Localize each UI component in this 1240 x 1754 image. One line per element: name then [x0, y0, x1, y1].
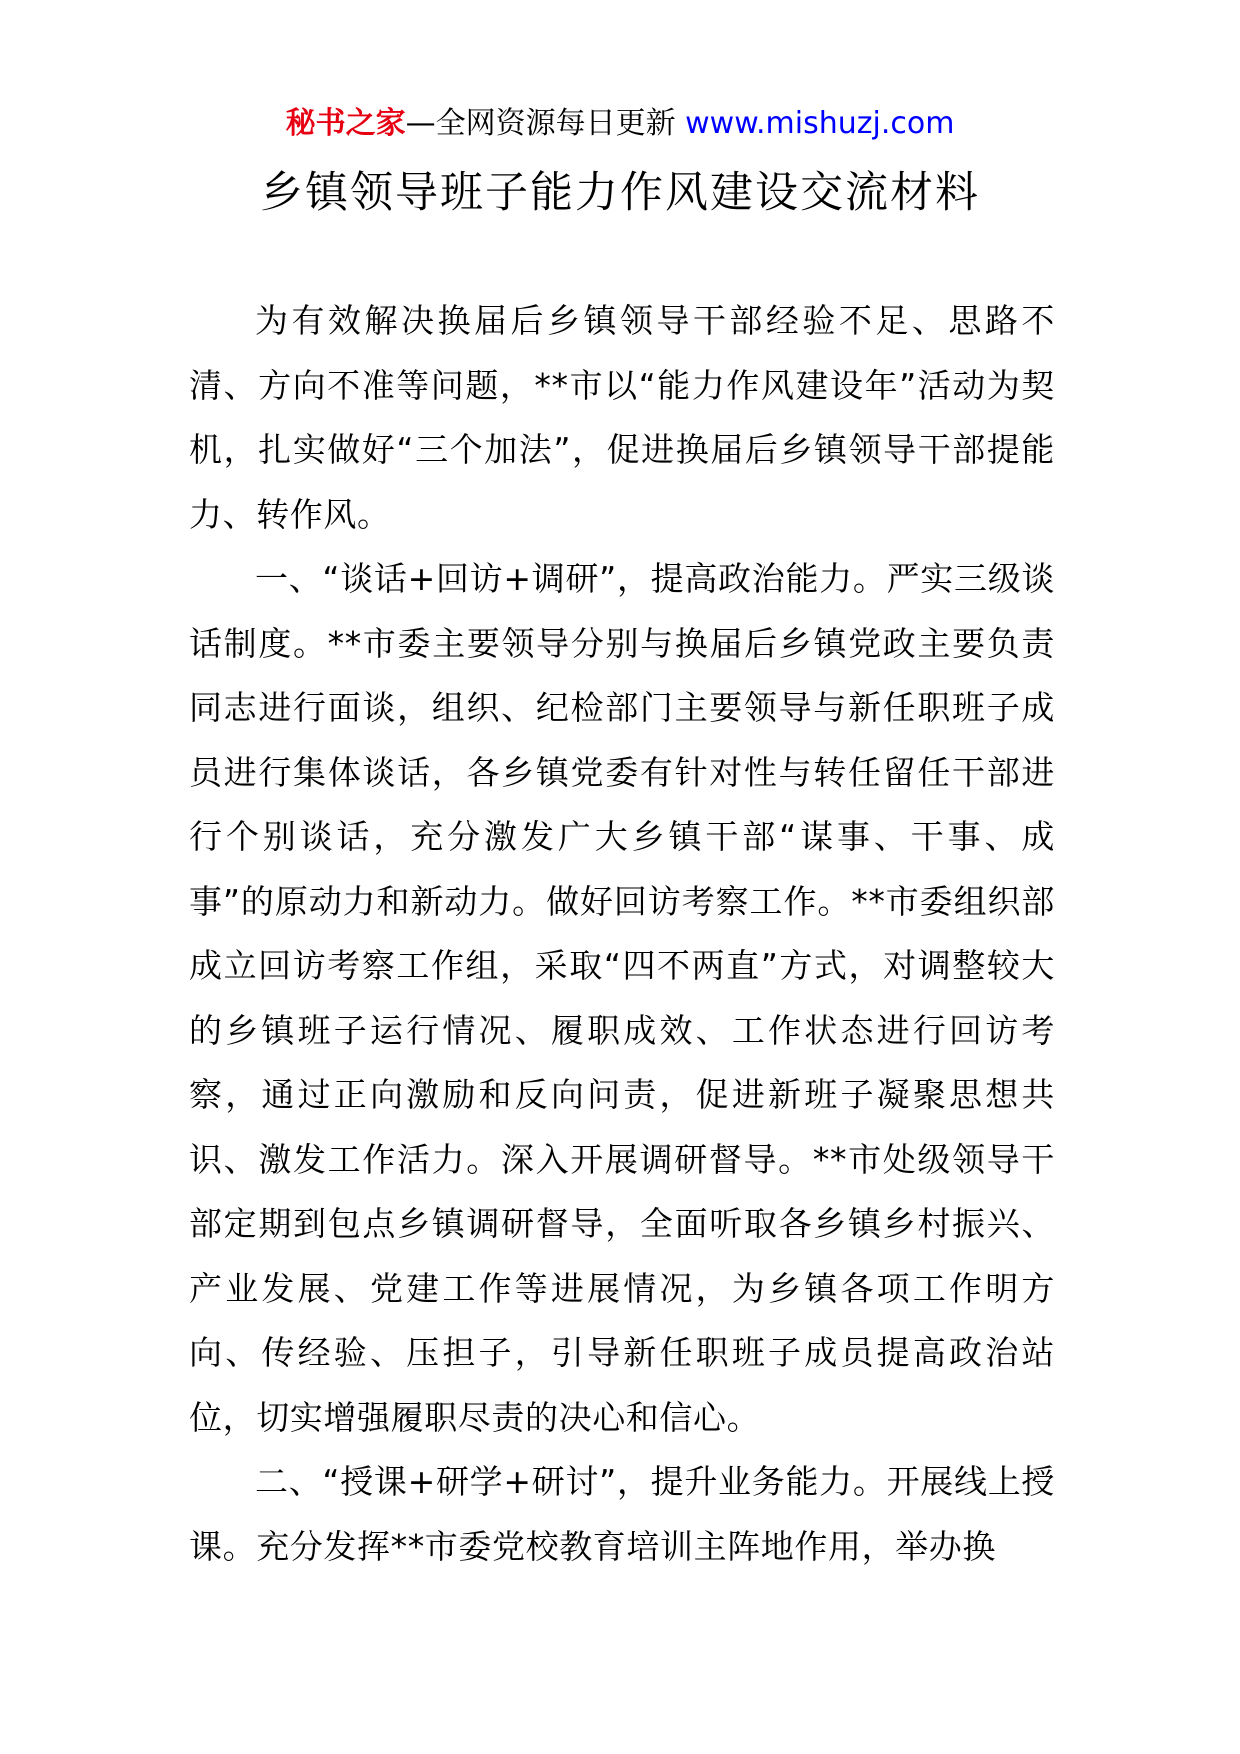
paragraph-section-two: 二、“授课+研学+研讨”，提升业务能力。开展线上授课。充分发挥**市委党校教育培训主阵地作用，举办换	[189, 1462, 1055, 1566]
website-link[interactable]: www.mishuzj.com	[685, 106, 955, 141]
document-title: 乡镇领导班子能力作风建设交流材料	[260, 168, 980, 218]
brand-slogan: —全网资源每日更新	[405, 106, 676, 141]
brand-name: 秘书之家	[285, 106, 406, 141]
source-banner	[0, 104, 1240, 144]
document-body	[189, 289, 1055, 1579]
paragraph-intro: 为有效解决换届后乡镇领导干部经验不足、思路不清、方向不准等问题，**市以“能力作风建设年”活动为契机，扎实做好“三个加法”，促进换届后乡镇领导干部提能力、转作风。	[189, 301, 1055, 534]
paragraph-section-one: 一、“谈话+回访+调研”，提高政治能力。严实三级谈话制度。**市委主要领导分别与换届后乡镇党政主要负责同志进行面谈，组织、纪检部门主要领导与新任职班子成员进行集体谈话，各乡镇党委有针对性与转任留任干部进行个别谈话，充分激发广大乡镇干部“谋事、干事、成事”的原动力和新动力。做好回访考察工作。**市委组织部成立回访考察工作组，采取“四不两直”方式，对调整较大的乡镇班子运行情况、履职成效、工作状态进行回访考察，通过正向激励和反向问责，促进新班子凝聚思想共识、激发工作活力。深入开展调研督导。**市处级领导干部定期到包点乡镇调研督导，全面听取各乡镇乡村振兴、产业发展、党建工作等进展情况，为乡镇各项工作明方向、传经验、压担子，引导新任职班子成员提高政治站位，切实增强履职尽责的决心和信心。	[189, 559, 1055, 1437]
